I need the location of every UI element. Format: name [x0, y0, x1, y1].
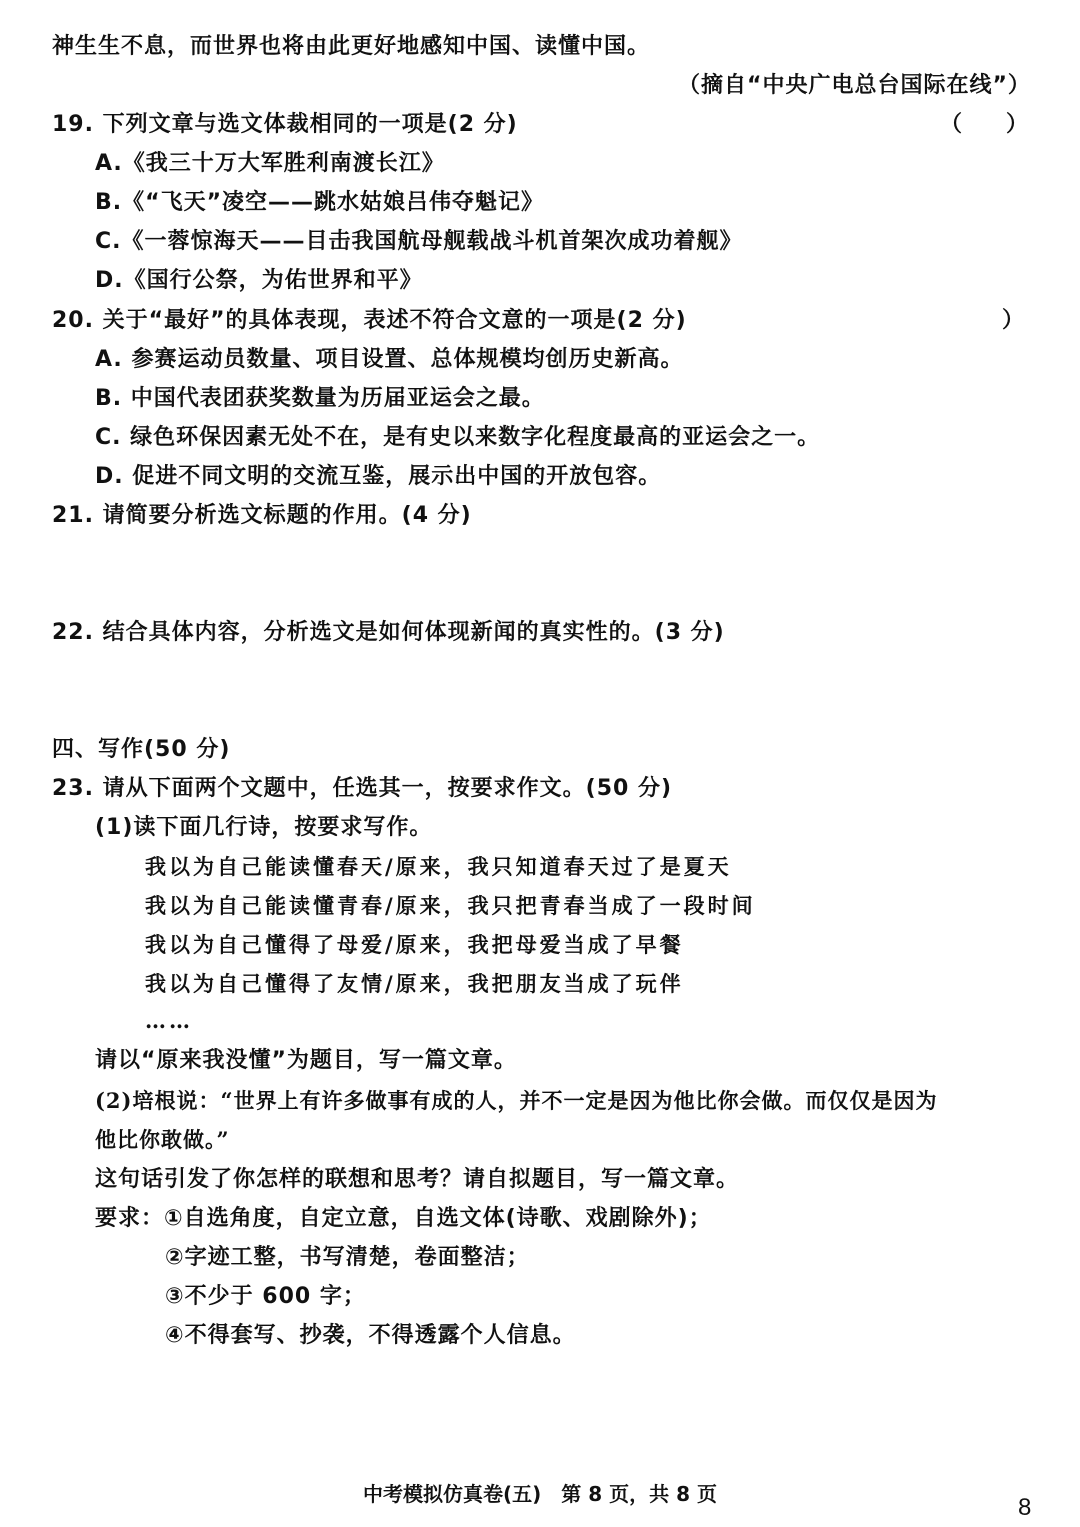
q19-option-d: D.《国行公祭，为佑世界和平》	[95, 268, 423, 293]
section-heading-writing: 四、写作(50 分)	[52, 737, 231, 762]
poem-ellipsis: ……	[145, 1008, 193, 1033]
q19-option-b: B.《“飞天”凌空——跳水姑娘吕伟夺魁记》	[95, 190, 545, 215]
poem-line: 我以为自己懂得了友情/原来，我把朋友当成了玩伴	[145, 971, 684, 996]
continuation-line: 神生生不息，而世界也将由此更好地感知中国、读懂中国。	[52, 34, 651, 59]
page-number: 8	[1018, 1494, 1032, 1521]
q20-option-d: D. 促进不同文明的交流互鉴，展示出中国的开放包容。	[95, 464, 662, 489]
requirement-1: 要求：①自选角度，自定立意，自选文体(诗歌、戏剧除外)；	[95, 1206, 712, 1231]
q20-option-a: A. 参赛运动员数量、项目设置、总体规模均创历史新高。	[95, 347, 684, 372]
requirement-3: ③不少于 600 字；	[165, 1284, 366, 1309]
q20-option-c: C. 绿色环保因素无处不在，是有史以来数字化程度最高的亚运会之一。	[95, 425, 821, 450]
source-citation: （摘自“中央广电总台国际在线”）	[678, 73, 1031, 98]
q23-option2-quote-line1: (2)培根说：“世界上有许多做事有成的人，并不一定是因为他比你会做。而仅仅是因为	[95, 1088, 938, 1113]
q19-answer-bracket: （ ）	[940, 112, 1029, 137]
q19-option-c: C.《一蓉惊海天——目击我国航母舰载战斗机首架次成功着舰》	[95, 229, 743, 254]
poem-line: 我以为自己能读懂春天/原来，我只知道春天过了是夏天	[145, 854, 732, 879]
q19-stem: 19. 下列文章与选文体裁相同的一项是(2 分)	[52, 112, 518, 137]
q20-option-b: B. 中国代表团获奖数量为历届亚运会之最。	[95, 386, 545, 411]
poem-line: 我以为自己能读懂青春/原来，我只把青春当成了一段时间	[145, 893, 756, 918]
q20-stem: 20. 关于“最好”的具体表现，表述不符合文意的一项是(2 分)	[52, 308, 687, 333]
q23-stem: 23. 请从下面两个文题中，任选其一，按要求作文。(50 分)	[52, 776, 673, 801]
q21-stem: 21. 请简要分析选文标题的作用。(4 分)	[52, 503, 472, 528]
page-footer: 中考模拟仿真卷(五) 第 8 页，共 8 页	[363, 1482, 717, 1506]
q23-option1-task: 请以“原来我没懂”为题目，写一篇文章。	[95, 1048, 517, 1073]
requirement-2: ②字迹工整，书写清楚，卷面整洁；	[165, 1245, 530, 1270]
q23-option2-task: 这句话引发了你怎样的联想和思考？请自拟题目，写一篇文章。	[95, 1167, 740, 1192]
q23-option1-intro: (1)读下面几行诗，按要求写作。	[95, 815, 433, 840]
q23-option2-quote-line2: 他比你敢做。”	[95, 1127, 230, 1152]
q19-option-a: A.《我三十万大军胜利南渡长江》	[95, 151, 445, 176]
poem-line: 我以为自己懂得了母爱/原来，我把母爱当成了早餐	[145, 932, 684, 957]
q22-stem: 22. 结合具体内容，分析选文是如何体现新闻的真实性的。(3 分)	[52, 620, 725, 645]
requirement-4: ④不得套写、抄袭，不得透露个人信息。	[165, 1323, 576, 1348]
q20-answer-bracket: ）	[1002, 308, 1025, 333]
